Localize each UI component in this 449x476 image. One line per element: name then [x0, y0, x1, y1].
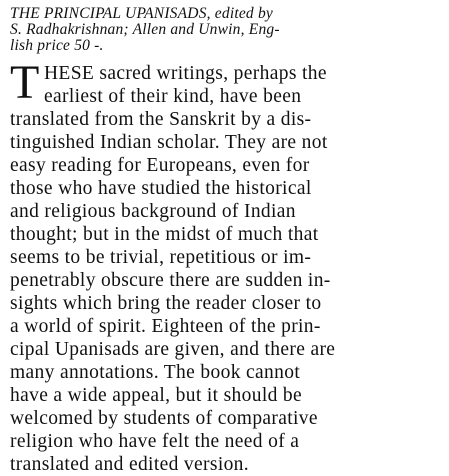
body-line: penetrably obscure there are sudden in-: [10, 270, 331, 291]
body-line: have a wide appeal, but it should be: [10, 385, 303, 406]
body-line: easy reading for Europeans, even for: [10, 155, 310, 176]
body-line: those who have studied the historical: [10, 178, 312, 199]
header-line-2: S. Radhakrishnan; Allen and Unwin, Eng-: [10, 21, 280, 38]
body-line: religion who have felt the need of a: [10, 431, 300, 452]
drop-cap: T: [10, 56, 40, 109]
body-line: welcomed by students of comparative: [10, 408, 318, 429]
body-line: thought; but in the midst of much that: [10, 224, 319, 245]
body-line: sights which bring the reader closer to: [10, 293, 322, 314]
body-line: seems to be trivial, repetitious or im-: [10, 247, 312, 268]
body-line: translated from the Sanskrit by a dis-: [10, 109, 312, 130]
body-line: a world of spirit. Eighteen of the prin-: [10, 316, 321, 337]
body-line: many annotations. The book cannot: [10, 362, 301, 383]
body-line: HESE sacred writings, perhaps the: [44, 63, 327, 84]
body-line: earliest of their kind, have been: [44, 86, 302, 107]
body-line: translated and edited version.: [10, 454, 250, 475]
body-line: tinguished Indian scholar. They are not: [10, 132, 328, 153]
body-line: and religious background of Indian: [10, 201, 296, 222]
header-editor-prefix: edited by: [210, 5, 273, 22]
book-title: THE PRINCIPAL UPANISADS,: [10, 5, 211, 22]
header-line-3: lish price 50 -.: [10, 37, 104, 54]
body-line: cipal Upanisads are given, and there are: [10, 339, 336, 360]
